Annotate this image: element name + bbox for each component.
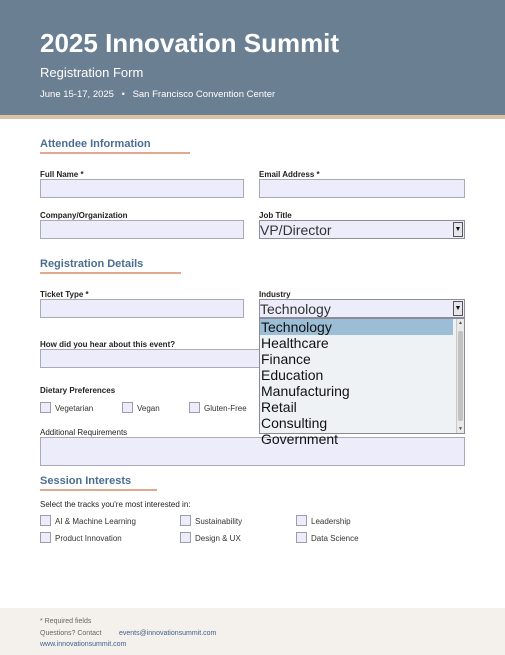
event-details	[40, 89, 275, 100]
section-underline	[40, 152, 190, 154]
header-accent-rule	[0, 115, 505, 119]
track-checkbox-data-science[interactable]	[296, 532, 307, 543]
industry-option[interactable]: Finance	[261, 351, 311, 367]
event-venue: San Francisco Convention Center	[132, 89, 276, 100]
job-title-label: Job Title	[259, 211, 292, 220]
dietary-checkbox-gluten-free[interactable]	[189, 402, 200, 413]
track-checkbox-sustainability[interactable]	[180, 515, 191, 526]
website-link[interactable]: www.innovationsummit.com	[40, 641, 127, 648]
section-title-registration: Registration Details	[40, 258, 144, 270]
ticket-type-input[interactable]	[40, 299, 244, 318]
section-underline	[40, 272, 181, 274]
dietary-label: Dietary Preferences	[40, 386, 116, 395]
industry-option[interactable]: Manufacturing	[261, 383, 350, 399]
track-label: AI & Machine Learning	[55, 517, 136, 526]
page-title: 2025 Innovation Summit	[40, 28, 340, 58]
page-footer	[0, 608, 505, 655]
dropdown-scrollbar[interactable]	[456, 319, 464, 433]
email-label: Email Address *	[259, 170, 320, 179]
separator-dot: •	[121, 89, 125, 100]
sessions-instruction: Select the tracks you're most interested in:	[40, 500, 191, 509]
industry-option[interactable]: Education	[261, 367, 324, 383]
dietary-checkbox-vegan[interactable]	[122, 402, 133, 413]
track-label: Sustainability	[195, 517, 243, 526]
track-label: Product Innovation	[55, 534, 122, 543]
contact-email-link[interactable]: events@innovationsummit.com	[119, 630, 217, 637]
company-input[interactable]	[40, 220, 244, 239]
dietary-option-label: Gluten-Free	[204, 404, 247, 413]
hear-about-input[interactable]	[40, 349, 264, 368]
scrollbar-thumb[interactable]	[458, 331, 463, 421]
industry-option[interactable]: Government	[261, 431, 339, 447]
track-label: Design & UX	[195, 534, 241, 543]
chevron-down-icon[interactable]: ▼	[453, 301, 463, 316]
industry-label: Industry	[259, 290, 291, 299]
page-header	[0, 0, 505, 115]
required-fields-note: * Required fields	[40, 618, 92, 625]
industry-option[interactable]: Consulting	[261, 415, 328, 431]
questions-label: Questions? Contact	[40, 630, 102, 637]
track-label: Leadership	[311, 517, 351, 526]
job-title-select[interactable]	[259, 220, 465, 239]
chevron-down-icon[interactable]: ▼	[453, 222, 463, 237]
dietary-option-label: Vegan	[137, 404, 160, 413]
track-checkbox-product-innovation[interactable]	[40, 532, 51, 543]
industry-option[interactable]: Retail	[261, 399, 297, 415]
full-name-label: Full Name *	[40, 170, 84, 179]
industry-dropdown-list[interactable]	[259, 318, 465, 447]
section-title-attendee: Attendee Information	[40, 138, 151, 150]
hear-about-label: How did you hear about this event?	[40, 340, 176, 349]
additional-requirements-label: Additional Requirements	[40, 428, 128, 437]
event-dates: June 15-17, 2025	[40, 89, 114, 100]
full-name-input[interactable]	[40, 179, 244, 198]
industry-value: Technology	[260, 301, 331, 317]
track-label: Data Science	[311, 534, 359, 543]
dietary-option-label: Vegetarian	[55, 404, 94, 413]
industry-option[interactable]: Healthcare	[261, 335, 329, 351]
ticket-type-label: Ticket Type *	[40, 290, 89, 299]
track-checkbox-ai-ml[interactable]	[40, 515, 51, 526]
section-underline	[40, 489, 157, 491]
track-checkbox-leadership[interactable]	[296, 515, 307, 526]
scroll-up-icon[interactable]: ▲	[458, 320, 463, 326]
page-subtitle: Registration Form	[40, 65, 144, 80]
scroll-down-icon[interactable]: ▼	[458, 426, 463, 432]
email-input[interactable]	[259, 179, 465, 198]
job-title-value: VP/Director	[260, 222, 332, 238]
track-checkbox-design-ux[interactable]	[180, 532, 191, 543]
section-title-sessions: Session Interests	[40, 475, 132, 487]
company-label: Company/Organization	[40, 211, 128, 220]
dietary-checkbox-vegetarian[interactable]	[40, 402, 51, 413]
industry-select[interactable]	[259, 299, 465, 318]
industry-option[interactable]: Technology	[260, 319, 453, 335]
